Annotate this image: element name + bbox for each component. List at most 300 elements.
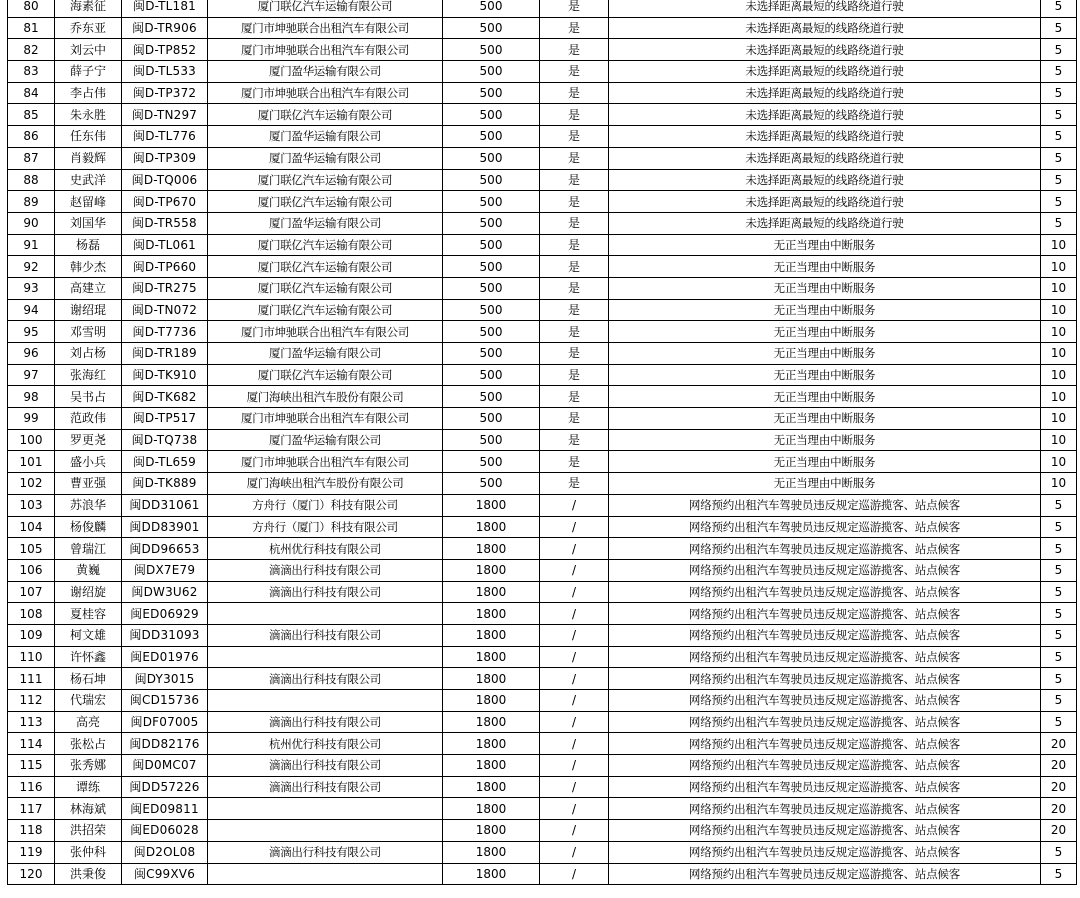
- driver-name-cell: 张仲科: [55, 841, 122, 863]
- driver-name-cell: 吴书占: [55, 386, 122, 408]
- points-cell: 5: [1041, 0, 1077, 17]
- row-number-cell: 80: [8, 0, 55, 17]
- violation-reason-cell: 未选择距离最短的线路绕道行驶: [609, 126, 1041, 148]
- plate-number-cell: 闽DF07005: [122, 711, 208, 733]
- driver-name-cell: 许怀鑫: [55, 646, 122, 668]
- row-number-cell: 97: [8, 364, 55, 386]
- row-number-cell: 114: [8, 733, 55, 755]
- driver-name-cell: 朱永胜: [55, 104, 122, 126]
- company-name-cell: 方舟行（厦门）科技有限公司: [208, 494, 443, 516]
- table-row: [8, 234, 1077, 256]
- company-name-cell: 厦门盈华运输有限公司: [208, 343, 443, 365]
- points-cell: 20: [1041, 798, 1077, 820]
- row-number-cell: 90: [8, 212, 55, 234]
- fine-amount-cell: 1800: [443, 863, 540, 885]
- company-name-cell: 厦门联亿汽车运输有限公司: [208, 299, 443, 321]
- company-name-cell: [208, 863, 443, 885]
- fine-amount-cell: 1800: [443, 690, 540, 712]
- plate-number-cell: 闽DD83901: [122, 516, 208, 538]
- row-number-cell: 106: [8, 559, 55, 581]
- driver-name-cell: 乔东亚: [55, 17, 122, 39]
- violation-reason-cell: 网络预约出租汽车驾驶员违反规定巡游揽客、站点候客: [609, 494, 1041, 516]
- company-name-cell: 厦门联亿汽车运输有限公司: [208, 256, 443, 278]
- fine-amount-cell: 500: [443, 147, 540, 169]
- plate-number-cell: 闽DD31093: [122, 624, 208, 646]
- table-row: [8, 711, 1077, 733]
- flag-cell: /: [540, 668, 609, 690]
- points-cell: 5: [1041, 711, 1077, 733]
- row-number-cell: 112: [8, 690, 55, 712]
- points-cell: 5: [1041, 169, 1077, 191]
- table-row: [8, 451, 1077, 473]
- flag-cell: 是: [540, 408, 609, 430]
- fine-amount-cell: 1800: [443, 559, 540, 581]
- violation-reason-cell: 无正当理由中断服务: [609, 451, 1041, 473]
- company-name-cell: 滴滴出行科技有限公司: [208, 711, 443, 733]
- flag-cell: /: [540, 646, 609, 668]
- driver-name-cell: 张海红: [55, 364, 122, 386]
- driver-name-cell: 赵留峰: [55, 191, 122, 213]
- driver-name-cell: 杨石坤: [55, 668, 122, 690]
- table-row: [8, 147, 1077, 169]
- violation-reason-cell: 网络预约出租汽车驾驶员违反规定巡游揽客、站点候客: [609, 581, 1041, 603]
- plate-number-cell: 闽DW3U62: [122, 581, 208, 603]
- flag-cell: /: [540, 581, 609, 603]
- table-row: [8, 104, 1077, 126]
- table-row: [8, 169, 1077, 191]
- row-number-cell: 87: [8, 147, 55, 169]
- table-row: [8, 820, 1077, 842]
- plate-number-cell: 闽D-TK910: [122, 364, 208, 386]
- fine-amount-cell: 1800: [443, 646, 540, 668]
- flag-cell: /: [540, 798, 609, 820]
- row-number-cell: 96: [8, 343, 55, 365]
- table-row: [8, 0, 1077, 17]
- fine-amount-cell: 500: [443, 429, 540, 451]
- company-name-cell: 厦门联亿汽车运输有限公司: [208, 169, 443, 191]
- table-row: [8, 299, 1077, 321]
- violation-reason-cell: 未选择距离最短的线路绕道行驶: [609, 212, 1041, 234]
- violation-reason-cell: 网络预约出租汽车驾驶员违反规定巡游揽客、站点候客: [609, 733, 1041, 755]
- driver-name-cell: 代瑞宏: [55, 690, 122, 712]
- plate-number-cell: 闽D-TL659: [122, 451, 208, 473]
- flag-cell: 是: [540, 343, 609, 365]
- table-row: [8, 17, 1077, 39]
- fine-amount-cell: 1800: [443, 798, 540, 820]
- violation-reason-cell: 网络预约出租汽车驾驶员违反规定巡游揽客、站点候客: [609, 755, 1041, 777]
- violation-reason-cell: 网络预约出租汽车驾驶员违反规定巡游揽客、站点候客: [609, 711, 1041, 733]
- driver-name-cell: 柯文雄: [55, 624, 122, 646]
- driver-name-cell: 夏桂容: [55, 603, 122, 625]
- table-row: [8, 473, 1077, 495]
- fine-amount-cell: 500: [443, 104, 540, 126]
- company-name-cell: 滴滴出行科技有限公司: [208, 581, 443, 603]
- row-number-cell: 107: [8, 581, 55, 603]
- plate-number-cell: 闽D-TP660: [122, 256, 208, 278]
- driver-name-cell: 洪招荣: [55, 820, 122, 842]
- points-cell: 20: [1041, 776, 1077, 798]
- table-row: [8, 212, 1077, 234]
- violation-reason-cell: 未选择距离最短的线路绕道行驶: [609, 169, 1041, 191]
- fine-amount-cell: 1800: [443, 733, 540, 755]
- table-row: [8, 776, 1077, 798]
- table-row: [8, 277, 1077, 299]
- company-name-cell: 厦门联亿汽车运输有限公司: [208, 364, 443, 386]
- driver-name-cell: 曹亚强: [55, 473, 122, 495]
- driver-name-cell: 谢绍旋: [55, 581, 122, 603]
- flag-cell: /: [540, 863, 609, 885]
- points-cell: 5: [1041, 581, 1077, 603]
- fine-amount-cell: 500: [443, 277, 540, 299]
- row-number-cell: 84: [8, 82, 55, 104]
- violation-reason-cell: 无正当理由中断服务: [609, 234, 1041, 256]
- company-name-cell: [208, 646, 443, 668]
- row-number-cell: 108: [8, 603, 55, 625]
- row-number-cell: 101: [8, 451, 55, 473]
- plate-number-cell: 闽D-TP670: [122, 191, 208, 213]
- driver-name-cell: 曾瑞江: [55, 538, 122, 560]
- violation-reason-cell: 网络预约出租汽车驾驶员违反规定巡游揽客、站点候客: [609, 538, 1041, 560]
- points-cell: 5: [1041, 212, 1077, 234]
- driver-name-cell: 海素征: [55, 0, 122, 17]
- fine-amount-cell: 500: [443, 256, 540, 278]
- violation-reason-cell: 网络预约出租汽车驾驶员违反规定巡游揽客、站点候客: [609, 690, 1041, 712]
- table-row: [8, 624, 1077, 646]
- table-row: [8, 408, 1077, 430]
- driver-name-cell: 李占伟: [55, 82, 122, 104]
- points-cell: 5: [1041, 104, 1077, 126]
- row-number-cell: 117: [8, 798, 55, 820]
- fine-amount-cell: 500: [443, 364, 540, 386]
- fine-amount-cell: 1800: [443, 820, 540, 842]
- violation-reason-cell: 网络预约出租汽车驾驶员违反规定巡游揽客、站点候客: [609, 603, 1041, 625]
- flag-cell: 是: [540, 321, 609, 343]
- company-name-cell: 厦门市坤驰联合出租汽车有限公司: [208, 408, 443, 430]
- flag-cell: 是: [540, 386, 609, 408]
- violation-reason-cell: 未选择距离最短的线路绕道行驶: [609, 191, 1041, 213]
- flag-cell: /: [540, 559, 609, 581]
- company-name-cell: 滴滴出行科技有限公司: [208, 668, 443, 690]
- plate-number-cell: 闽D-TP309: [122, 147, 208, 169]
- violation-reason-cell: 网络预约出租汽车驾驶员违反规定巡游揽客、站点候客: [609, 668, 1041, 690]
- fine-amount-cell: 500: [443, 169, 540, 191]
- violation-reason-cell: 无正当理由中断服务: [609, 256, 1041, 278]
- driver-name-cell: 高亮: [55, 711, 122, 733]
- points-cell: 5: [1041, 126, 1077, 148]
- points-cell: 10: [1041, 473, 1077, 495]
- plate-number-cell: 闽D-TN297: [122, 104, 208, 126]
- company-name-cell: 杭州优行科技有限公司: [208, 538, 443, 560]
- points-cell: 5: [1041, 147, 1077, 169]
- plate-number-cell: 闽D-TL533: [122, 61, 208, 83]
- company-name-cell: 厦门盈华运输有限公司: [208, 147, 443, 169]
- row-number-cell: 85: [8, 104, 55, 126]
- table-row: [8, 191, 1077, 213]
- points-cell: 5: [1041, 603, 1077, 625]
- company-name-cell: 厦门市坤驰联合出租汽车有限公司: [208, 451, 443, 473]
- driver-name-cell: 张松占: [55, 733, 122, 755]
- flag-cell: /: [540, 711, 609, 733]
- driver-name-cell: 史武洋: [55, 169, 122, 191]
- fine-amount-cell: 1800: [443, 624, 540, 646]
- company-name-cell: 厦门盈华运输有限公司: [208, 126, 443, 148]
- table-row: [8, 256, 1077, 278]
- flag-cell: /: [540, 776, 609, 798]
- points-cell: 5: [1041, 559, 1077, 581]
- points-cell: 5: [1041, 17, 1077, 39]
- fine-amount-cell: 500: [443, 473, 540, 495]
- fine-amount-cell: 1800: [443, 538, 540, 560]
- violation-reason-cell: 网络预约出租汽车驾驶员违反规定巡游揽客、站点候客: [609, 624, 1041, 646]
- driver-name-cell: 刘国华: [55, 212, 122, 234]
- flag-cell: 是: [540, 451, 609, 473]
- row-number-cell: 109: [8, 624, 55, 646]
- violation-reason-cell: 未选择距离最短的线路绕道行驶: [609, 147, 1041, 169]
- fine-amount-cell: 1800: [443, 603, 540, 625]
- points-cell: 5: [1041, 39, 1077, 61]
- flag-cell: 是: [540, 191, 609, 213]
- plate-number-cell: 闽D-TR906: [122, 17, 208, 39]
- violation-reason-cell: 网络预约出租汽车驾驶员违反规定巡游揽客、站点候客: [609, 863, 1041, 885]
- row-number-cell: 115: [8, 755, 55, 777]
- company-name-cell: 厦门市坤驰联合出租汽车有限公司: [208, 17, 443, 39]
- violation-reason-cell: 未选择距离最短的线路绕道行驶: [609, 39, 1041, 61]
- company-name-cell: 滴滴出行科技有限公司: [208, 841, 443, 863]
- row-number-cell: 88: [8, 169, 55, 191]
- violation-reason-cell: 网络预约出租汽车驾驶员违反规定巡游揽客、站点候客: [609, 776, 1041, 798]
- points-cell: 5: [1041, 61, 1077, 83]
- table-row: [8, 364, 1077, 386]
- row-number-cell: 99: [8, 408, 55, 430]
- fine-amount-cell: 500: [443, 343, 540, 365]
- table-row: [8, 126, 1077, 148]
- company-name-cell: 厦门盈华运输有限公司: [208, 212, 443, 234]
- row-number-cell: 110: [8, 646, 55, 668]
- table-row: [8, 603, 1077, 625]
- plate-number-cell: 闽D-TQ738: [122, 429, 208, 451]
- table-row: [8, 516, 1077, 538]
- flag-cell: /: [540, 538, 609, 560]
- plate-number-cell: 闽D-TK682: [122, 386, 208, 408]
- violation-reason-cell: 未选择距离最短的线路绕道行驶: [609, 104, 1041, 126]
- flag-cell: /: [540, 603, 609, 625]
- plate-number-cell: 闽D-TR275: [122, 277, 208, 299]
- plate-number-cell: 闽ED06028: [122, 820, 208, 842]
- violation-reason-cell: 网络预约出租汽车驾驶员违反规定巡游揽客、站点候客: [609, 646, 1041, 668]
- table-row: [8, 39, 1077, 61]
- row-number-cell: 102: [8, 473, 55, 495]
- company-name-cell: 厦门联亿汽车运输有限公司: [208, 234, 443, 256]
- violation-reason-cell: 无正当理由中断服务: [609, 343, 1041, 365]
- flag-cell: 是: [540, 256, 609, 278]
- driver-name-cell: 罗更尧: [55, 429, 122, 451]
- fine-amount-cell: 500: [443, 386, 540, 408]
- company-name-cell: 杭州优行科技有限公司: [208, 733, 443, 755]
- plate-number-cell: 闽D-T7736: [122, 321, 208, 343]
- driver-name-cell: 肖毅辉: [55, 147, 122, 169]
- table-row: [8, 863, 1077, 885]
- driver-name-cell: 薛子宁: [55, 61, 122, 83]
- plate-number-cell: 闽DD82176: [122, 733, 208, 755]
- table-row: [8, 646, 1077, 668]
- row-number-cell: 104: [8, 516, 55, 538]
- company-name-cell: [208, 820, 443, 842]
- points-cell: 20: [1041, 820, 1077, 842]
- flag-cell: 是: [540, 61, 609, 83]
- table-row: [8, 386, 1077, 408]
- fine-amount-cell: 1800: [443, 841, 540, 863]
- row-number-cell: 93: [8, 277, 55, 299]
- plate-number-cell: 闽DD57226: [122, 776, 208, 798]
- driver-name-cell: 林海斌: [55, 798, 122, 820]
- violation-reason-cell: 网络预约出租汽车驾驶员违反规定巡游揽客、站点候客: [609, 559, 1041, 581]
- violation-reason-cell: 未选择距离最短的线路绕道行驶: [609, 17, 1041, 39]
- flag-cell: 是: [540, 364, 609, 386]
- company-name-cell: [208, 603, 443, 625]
- driver-name-cell: 张秀娜: [55, 755, 122, 777]
- driver-name-cell: 苏浪华: [55, 494, 122, 516]
- driver-name-cell: 谢绍琨: [55, 299, 122, 321]
- driver-name-cell: 高建立: [55, 277, 122, 299]
- points-cell: 5: [1041, 863, 1077, 885]
- plate-number-cell: 闽D-TP852: [122, 39, 208, 61]
- points-cell: 10: [1041, 408, 1077, 430]
- plate-number-cell: 闽DD31061: [122, 494, 208, 516]
- plate-number-cell: 闽DY3015: [122, 668, 208, 690]
- company-name-cell: [208, 690, 443, 712]
- points-cell: 5: [1041, 516, 1077, 538]
- fine-amount-cell: 1800: [443, 755, 540, 777]
- plate-number-cell: 闽ED01976: [122, 646, 208, 668]
- row-number-cell: 118: [8, 820, 55, 842]
- company-name-cell: 方舟行（厦门）科技有限公司: [208, 516, 443, 538]
- violation-reason-cell: 无正当理由中断服务: [609, 473, 1041, 495]
- row-number-cell: 119: [8, 841, 55, 863]
- violation-reason-cell: 无正当理由中断服务: [609, 321, 1041, 343]
- fine-amount-cell: 500: [443, 82, 540, 104]
- row-number-cell: 92: [8, 256, 55, 278]
- row-number-cell: 82: [8, 39, 55, 61]
- points-cell: 5: [1041, 82, 1077, 104]
- plate-number-cell: 闽D-TR558: [122, 212, 208, 234]
- plate-number-cell: 闽D-TR189: [122, 343, 208, 365]
- plate-number-cell: 闽D-TN072: [122, 299, 208, 321]
- company-name-cell: 厦门市坤驰联合出租汽车有限公司: [208, 321, 443, 343]
- row-number-cell: 91: [8, 234, 55, 256]
- fine-amount-cell: 500: [443, 126, 540, 148]
- points-cell: 5: [1041, 841, 1077, 863]
- fine-amount-cell: 500: [443, 191, 540, 213]
- flag-cell: /: [540, 841, 609, 863]
- company-name-cell: 厦门联亿汽车运输有限公司: [208, 0, 443, 17]
- fine-amount-cell: 1800: [443, 581, 540, 603]
- table-row: [8, 668, 1077, 690]
- points-cell: 10: [1041, 386, 1077, 408]
- flag-cell: /: [540, 755, 609, 777]
- violation-reason-cell: 网络预约出租汽车驾驶员违反规定巡游揽客、站点候客: [609, 798, 1041, 820]
- fine-amount-cell: 500: [443, 234, 540, 256]
- points-cell: 10: [1041, 256, 1077, 278]
- points-cell: 20: [1041, 755, 1077, 777]
- driver-name-cell: 范政伟: [55, 408, 122, 430]
- company-name-cell: 厦门海峡出租汽车股份有限公司: [208, 386, 443, 408]
- flag-cell: 是: [540, 126, 609, 148]
- driver-name-cell: 刘云中: [55, 39, 122, 61]
- row-number-cell: 103: [8, 494, 55, 516]
- plate-number-cell: 闽D0MC07: [122, 755, 208, 777]
- fine-amount-cell: 1800: [443, 711, 540, 733]
- company-name-cell: 厦门联亿汽车运输有限公司: [208, 191, 443, 213]
- company-name-cell: 厦门盈华运输有限公司: [208, 61, 443, 83]
- flag-cell: 是: [540, 212, 609, 234]
- table-row: [8, 733, 1077, 755]
- points-cell: 10: [1041, 234, 1077, 256]
- table-row: [8, 82, 1077, 104]
- table-row: [8, 690, 1077, 712]
- flag-cell: 是: [540, 39, 609, 61]
- flag-cell: 是: [540, 17, 609, 39]
- violation-reason-cell: 未选择距离最短的线路绕道行驶: [609, 61, 1041, 83]
- points-cell: 5: [1041, 538, 1077, 560]
- table-body: [8, 0, 1077, 885]
- points-cell: 10: [1041, 299, 1077, 321]
- violation-reason-cell: 网络预约出租汽车驾驶员违反规定巡游揽客、站点候客: [609, 820, 1041, 842]
- plate-number-cell: 闽D-TL181: [122, 0, 208, 17]
- flag-cell: 是: [540, 473, 609, 495]
- violation-reason-cell: 无正当理由中断服务: [609, 429, 1041, 451]
- row-number-cell: 113: [8, 711, 55, 733]
- company-name-cell: 滴滴出行科技有限公司: [208, 624, 443, 646]
- fine-amount-cell: 500: [443, 61, 540, 83]
- plate-number-cell: 闽D-TL061: [122, 234, 208, 256]
- points-cell: 10: [1041, 343, 1077, 365]
- points-cell: 5: [1041, 191, 1077, 213]
- plate-number-cell: 闽DX7E79: [122, 559, 208, 581]
- violation-reason-cell: 无正当理由中断服务: [609, 299, 1041, 321]
- points-cell: 10: [1041, 277, 1077, 299]
- violation-reason-cell: 网络预约出租汽车驾驶员违反规定巡游揽客、站点候客: [609, 516, 1041, 538]
- fine-amount-cell: 500: [443, 0, 540, 17]
- company-name-cell: [208, 798, 443, 820]
- plate-number-cell: 闽ED09811: [122, 798, 208, 820]
- row-number-cell: 86: [8, 126, 55, 148]
- violation-reason-cell: 网络预约出租汽车驾驶员违反规定巡游揽客、站点候客: [609, 841, 1041, 863]
- company-name-cell: 厦门联亿汽车运输有限公司: [208, 277, 443, 299]
- driver-name-cell: 黄巍: [55, 559, 122, 581]
- row-number-cell: 95: [8, 321, 55, 343]
- flag-cell: /: [540, 624, 609, 646]
- table-row: [8, 343, 1077, 365]
- table-row: [8, 841, 1077, 863]
- company-name-cell: 厦门盈华运输有限公司: [208, 429, 443, 451]
- driver-name-cell: 邓雪明: [55, 321, 122, 343]
- row-number-cell: 89: [8, 191, 55, 213]
- flag-cell: /: [540, 733, 609, 755]
- flag-cell: 是: [540, 104, 609, 126]
- flag-cell: 是: [540, 299, 609, 321]
- violations-table: [7, 0, 1077, 885]
- fine-amount-cell: 500: [443, 408, 540, 430]
- fine-amount-cell: 500: [443, 212, 540, 234]
- row-number-cell: 116: [8, 776, 55, 798]
- flag-cell: 是: [540, 234, 609, 256]
- company-name-cell: 厦门市坤驰联合出租汽车有限公司: [208, 39, 443, 61]
- table-row: [8, 61, 1077, 83]
- points-cell: 5: [1041, 494, 1077, 516]
- plate-number-cell: 闽C99XV6: [122, 863, 208, 885]
- row-number-cell: 111: [8, 668, 55, 690]
- table-row: [8, 429, 1077, 451]
